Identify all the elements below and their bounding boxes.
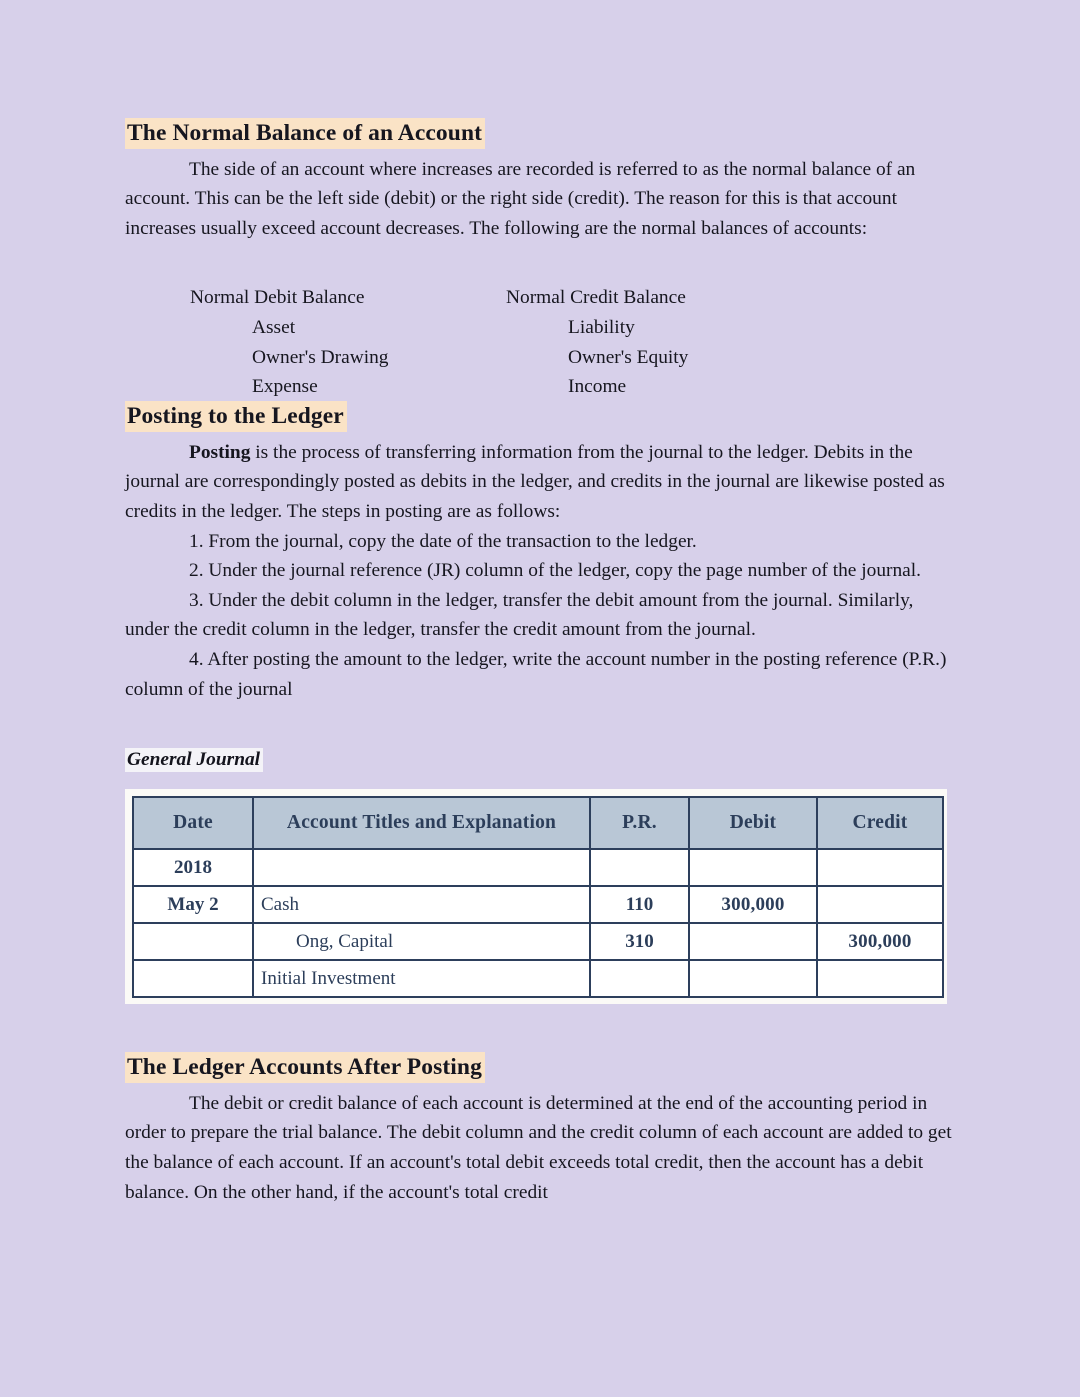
posting-step [125, 527, 962, 557]
cell-account [253, 849, 590, 886]
normal-debit-balance-item: Expense [252, 376, 318, 398]
heading-normal-balance [125, 118, 962, 149]
cell-date: May 2 [133, 886, 253, 923]
cell-account: Ong, Capital [253, 923, 590, 960]
cell-pr: 110 [590, 886, 689, 923]
cell-credit [817, 960, 943, 997]
column-header-pr: P.R. [590, 797, 689, 849]
spacer [125, 1004, 962, 1052]
journal-caption-text: General Journal [125, 748, 263, 772]
normal-debit-balance-item: Owner's Drawing [252, 346, 389, 368]
paragraph-ledger-after-posting-text: The debit or credit balance of each account is determined at the end of the accounting period in order to prepare the trial balance. The debit column and the credit column of each account are added to get the balance of each account. If an account's total debit exceeds total credit, then the account has a debit balance. On the other hand, if the account's total credit [125, 1092, 952, 1203]
posting-step-text: 3. Under the debit column in the ledger, transfer the debit amount from the journal. Similarly, under the credit column in the ledger, transfer the credit amount from the journal. [125, 589, 914, 641]
general-journal-table [132, 796, 944, 998]
table-row [133, 923, 943, 960]
column-header-date: Date [133, 797, 253, 849]
cell-debit [689, 923, 817, 960]
paragraph-posting-text: is the process of transferring information from the journal to the ledger. Debits in the journal are correspondingly posted as debits in the ledger, and credits in the journal are likewise posted as credits in the ledger. The steps in posting are as follows: [125, 441, 945, 523]
cell-debit [689, 849, 817, 886]
normal-credit-balance-item: Liability [568, 316, 635, 338]
heading-ledger-accounts-after-posting-text: The Ledger Accounts After Posting [125, 1052, 485, 1083]
normal-debit-balance-item: Asset [252, 316, 296, 338]
heading-posting-to-the-ledger-text: Posting to the Ledger [125, 401, 347, 432]
paragraph-posting-lead: Posting [189, 441, 251, 463]
cell-account: Initial Investment [253, 960, 590, 997]
posting-step [125, 586, 962, 645]
normal-credit-balance-title: Normal Credit Balance [506, 287, 686, 309]
cell-pr [590, 849, 689, 886]
posting-step [125, 556, 962, 586]
posting-step-text: 2. Under the journal reference (JR) column of the ledger, copy the page number of the journal. [189, 560, 922, 582]
posting-step [125, 645, 962, 704]
cell-account: Cash [253, 886, 590, 923]
table-row [133, 849, 943, 886]
table-header-row [133, 797, 943, 849]
paragraph-normal-balance-text: The side of an account where increases are recorded is referred to as the normal balance of an account. This can be the left side (debit) or the right side (credit). The reason for this is that account increases usually exceed account decreases. The following are the normal balances of accounts: [125, 158, 916, 239]
column-header-credit: Credit [817, 797, 943, 849]
heading-ledger-accounts-after-posting [125, 1052, 962, 1083]
cell-debit: 300,000 [689, 886, 817, 923]
cell-date [133, 960, 253, 997]
normal-debit-balance-column [190, 283, 389, 401]
column-header-account-titles: Account Titles and Explanation [253, 797, 590, 849]
paragraph-normal-balance [125, 155, 962, 244]
cell-date [133, 923, 253, 960]
column-header-debit: Debit [689, 797, 817, 849]
journal-table-frame [125, 789, 947, 1004]
paragraph-posting [125, 438, 962, 527]
heading-normal-balance-text: The Normal Balance of an Account [125, 118, 485, 149]
normal-credit-balance-column [506, 283, 688, 401]
cell-pr [590, 960, 689, 997]
cell-credit [817, 886, 943, 923]
journal-caption [125, 749, 263, 771]
cell-credit [817, 849, 943, 886]
posting-step-text: 4. After posting the amount to the ledger, write the account number in the posting reference (P.R.) column of the journal [125, 649, 947, 700]
cell-credit: 300,000 [817, 923, 943, 960]
cell-debit [689, 960, 817, 997]
normal-credit-balance-item: Income [568, 376, 627, 398]
normal-credit-balance-item: Owner's Equity [568, 346, 689, 368]
paragraph-ledger-after-posting [125, 1089, 962, 1207]
table-row [133, 886, 943, 923]
normal-debit-balance-title: Normal Debit Balance [190, 287, 365, 309]
cell-pr: 310 [590, 923, 689, 960]
table-row [133, 960, 943, 997]
normal-balance-lists [190, 283, 962, 401]
cell-date: 2018 [133, 849, 253, 886]
heading-posting-to-the-ledger [125, 401, 962, 432]
posting-step-text: 1. From the journal, copy the date of the transaction to the ledger. [189, 530, 697, 552]
